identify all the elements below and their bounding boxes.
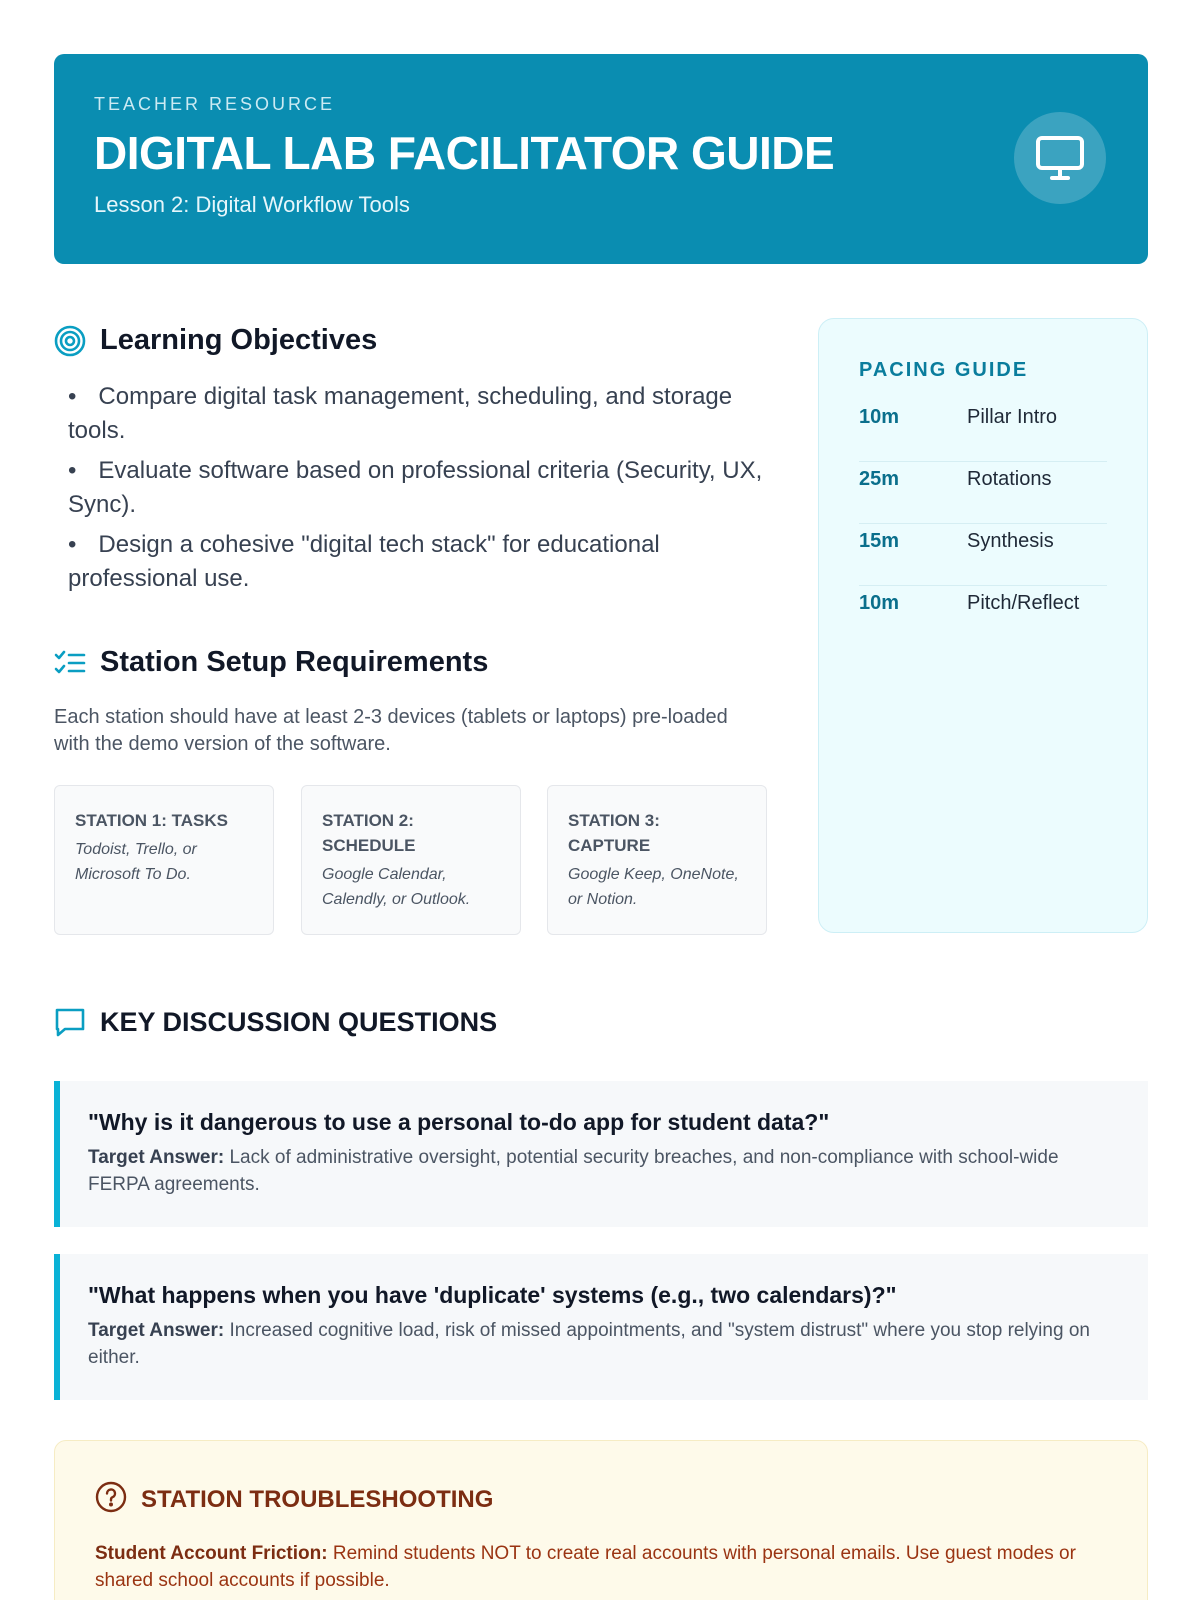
station-card-schedule <box>301 785 521 935</box>
setup-description: Each station should have at least 2-3 devices (tablets or laptops) pre-loaded with the demo version of the software. <box>54 706 728 755</box>
pacing-duration: 10m <box>859 406 900 428</box>
list-item: • Compare digital task management, scheduling, and storage tools. <box>54 380 774 448</box>
pacing-activity: Pillar Intro <box>967 406 1058 428</box>
chat-icon <box>54 1006 86 1038</box>
header-banner <box>54 54 1148 264</box>
station-title: STATION 1: TASKS <box>75 811 228 830</box>
checklist-icon <box>54 647 86 679</box>
pacing-duration: 25m <box>859 468 900 490</box>
troubleshooting-label: Student Account Friction: <box>95 1543 328 1564</box>
answer-label: Target Answer: <box>88 1320 225 1341</box>
station-card-capture <box>547 785 767 935</box>
eyebrow-label: TEACHER RESOURCE <box>94 94 336 114</box>
pacing-activity: Rotations <box>967 468 1052 490</box>
station-title: STATION 2: SCHEDULE <box>322 811 416 855</box>
list-item: • Evaluate software based on professional criteria (Security, UX, Sync). <box>54 454 774 522</box>
list-item: • Design a cohesive "digital tech stack" for educational professional use. <box>54 528 774 596</box>
pacing-row <box>859 586 1107 648</box>
troubleshooting-title: STATION TROUBLESHOOTING <box>141 1485 494 1513</box>
answer-label: Target Answer: <box>88 1147 225 1168</box>
page-subtitle: Lesson 2: Digital Workflow Tools <box>94 192 410 217</box>
page-title: DIGITAL LAB FACILITATOR GUIDE <box>94 127 835 179</box>
pacing-duration: 10m <box>859 592 900 614</box>
answer-text <box>88 1317 1120 1371</box>
pacing-row <box>859 462 1107 524</box>
discussion-heading <box>54 1006 497 1038</box>
objectives-title: Learning Objectives <box>100 324 378 356</box>
station-tools: Todoist, Trello, or Microsoft To Do. <box>75 841 197 883</box>
setup-heading <box>54 646 488 679</box>
pacing-activity: Pitch/Reflect <box>967 592 1080 614</box>
answer-body: Increased cognitive load, risk of missed appointments, and "system distrust" where you stop relying on either. <box>88 1320 1090 1368</box>
station-card-tasks <box>54 785 274 935</box>
troubleshooting-text <box>95 1540 1107 1594</box>
pacing-row <box>859 524 1107 586</box>
discussion-title: KEY DISCUSSION QUESTIONS <box>100 1006 498 1037</box>
question-text: "What happens when you have 'duplicate' systems (e.g., two calendars)?" <box>88 1282 897 1308</box>
station-title: STATION 3: CAPTURE <box>568 811 660 855</box>
answer-text <box>88 1144 1120 1198</box>
pacing-row <box>859 400 1107 462</box>
question-card <box>54 1254 1148 1400</box>
answer-body: Lack of administrative oversight, potential security breaches, and non-compliance with school-wide FERPA agreements. <box>88 1147 1059 1195</box>
question-card <box>54 1081 1148 1227</box>
pacing-duration: 15m <box>859 530 900 552</box>
troubleshooting-heading <box>95 1481 1107 1518</box>
pacing-title: PACING GUIDE <box>859 359 1029 381</box>
monitor-icon <box>1014 112 1106 204</box>
pacing-activity: Synthesis <box>967 530 1054 552</box>
question-text: "Why is it dangerous to use a personal to-do app for student data?" <box>88 1109 830 1135</box>
setup-title: Station Setup Requirements <box>100 646 489 678</box>
objectives-list <box>54 380 774 602</box>
troubleshooting-body: Remind students NOT to create real accounts with personal emails. Use guest modes or shared school accounts if possible. <box>95 1543 1076 1591</box>
station-tools: Google Calendar, Calendly, or Outlook. <box>322 866 471 908</box>
help-circle-icon <box>95 1481 127 1518</box>
pacing-guide-panel <box>818 318 1148 933</box>
troubleshooting-panel <box>54 1440 1148 1600</box>
station-tools: Google Keep, OneNote, or Notion. <box>568 866 739 908</box>
objectives-heading <box>54 324 377 357</box>
target-icon <box>54 325 86 357</box>
